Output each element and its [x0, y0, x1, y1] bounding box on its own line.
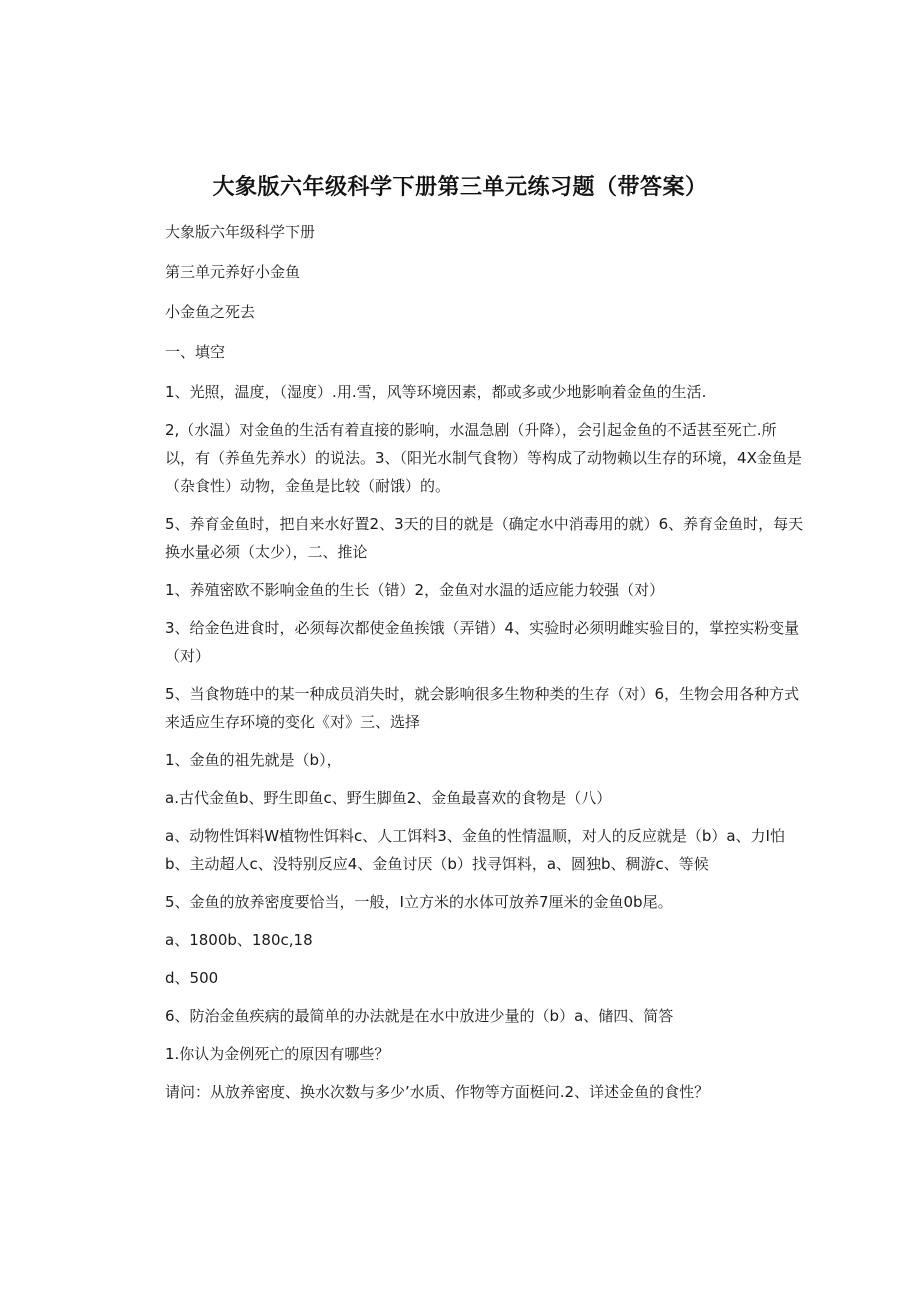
- paragraph-question: 6、防治金鱼疾病的最简单的办法就是在水中放进少量的（b）a、储四、简答: [165, 1007, 674, 1025]
- paragraph-question: 1、光照，温度，（湿度）.用.雪，风等环境因素，都或多或少地影响着金鱼的生活.: [165, 383, 707, 401]
- paragraph-question: a、动物性饵料W植物性饵料c、人工饵料3、金鱼的性情温顺，对人的反应就是（b）a、力Ⅰ怕b、主动超人c、没特别反应4、金鱼讨厌（b）找寻饵料，a、圆独b、稠游c、等候: [165, 827, 785, 873]
- paragraph-unit-title: 第三单元养好小金鱼: [165, 263, 301, 281]
- paragraph-question: 1、金鱼的祖先就是（b），: [165, 751, 342, 769]
- paragraph-question: 1.你认为金例死亡的原因有哪些？: [165, 1045, 390, 1063]
- paragraph-book-title: 大象版六年级科学下册: [165, 223, 316, 241]
- paragraph-question: a.古代金鱼b、野生即鱼c、野生脚鱼2、金鱼最喜欢的食物是（八）: [165, 789, 612, 807]
- paragraph-option: a、1800b、180c,18: [165, 931, 313, 949]
- document-title: 大象版六年级科学下册第三单元练习题（带答案）: [212, 175, 708, 200]
- paragraph-question: 5、当食物琏中的某一种成员消失时，就会影响很多生物种类的生存（对）6，生物会用各种方式来适应生存环境的变化《对》三、选择: [165, 685, 800, 731]
- document-body: [165, 218, 805, 1106]
- section-heading-fill-blank: 一、填空: [165, 343, 226, 361]
- paragraph-question: 5、金鱼的放养密度要恰当，一般，Ⅰ立方米的水体可放养7厘米的金鱼0b尾。: [165, 893, 673, 911]
- paragraph-question: 2,（水温）对金鱼的生活有着直接的影响，水温急剧（升降），会引起金鱼的不适甚至死亡.所以，有（养鱼先养水）的说法。3、（阳光水制气食物）等构成了动物赖以生存的环境，4X金鱼是（杂食性）动物，金鱼是比较（耐饿）的。: [165, 421, 802, 495]
- paragraph-lesson-title: 小金鱼之死去: [165, 303, 256, 321]
- paragraph-answer: 请问：从放养密度、换水次数与多少’水质、作物等方面梃问.2、详述金鱼的食性？: [165, 1083, 710, 1101]
- paragraph-option: d、500: [165, 969, 219, 987]
- paragraph-question: 3、给金色进食时，必须每次都使金鱼挨饿（弄错）4、实验时必须明雌实验目的，掌控实粉变量（对）: [165, 619, 800, 665]
- paragraph-question: 1、养殖密欧不影响金鱼的生长（错）2，金鱼对水温的适应能力较强（对）: [165, 581, 665, 599]
- paragraph-question: 5、养育金鱼时，把自来水好置2、3天的目的就是（确定水中消毒用的就）6、养育金鱼时，每天换水量必须（太少），二、推论: [165, 515, 804, 561]
